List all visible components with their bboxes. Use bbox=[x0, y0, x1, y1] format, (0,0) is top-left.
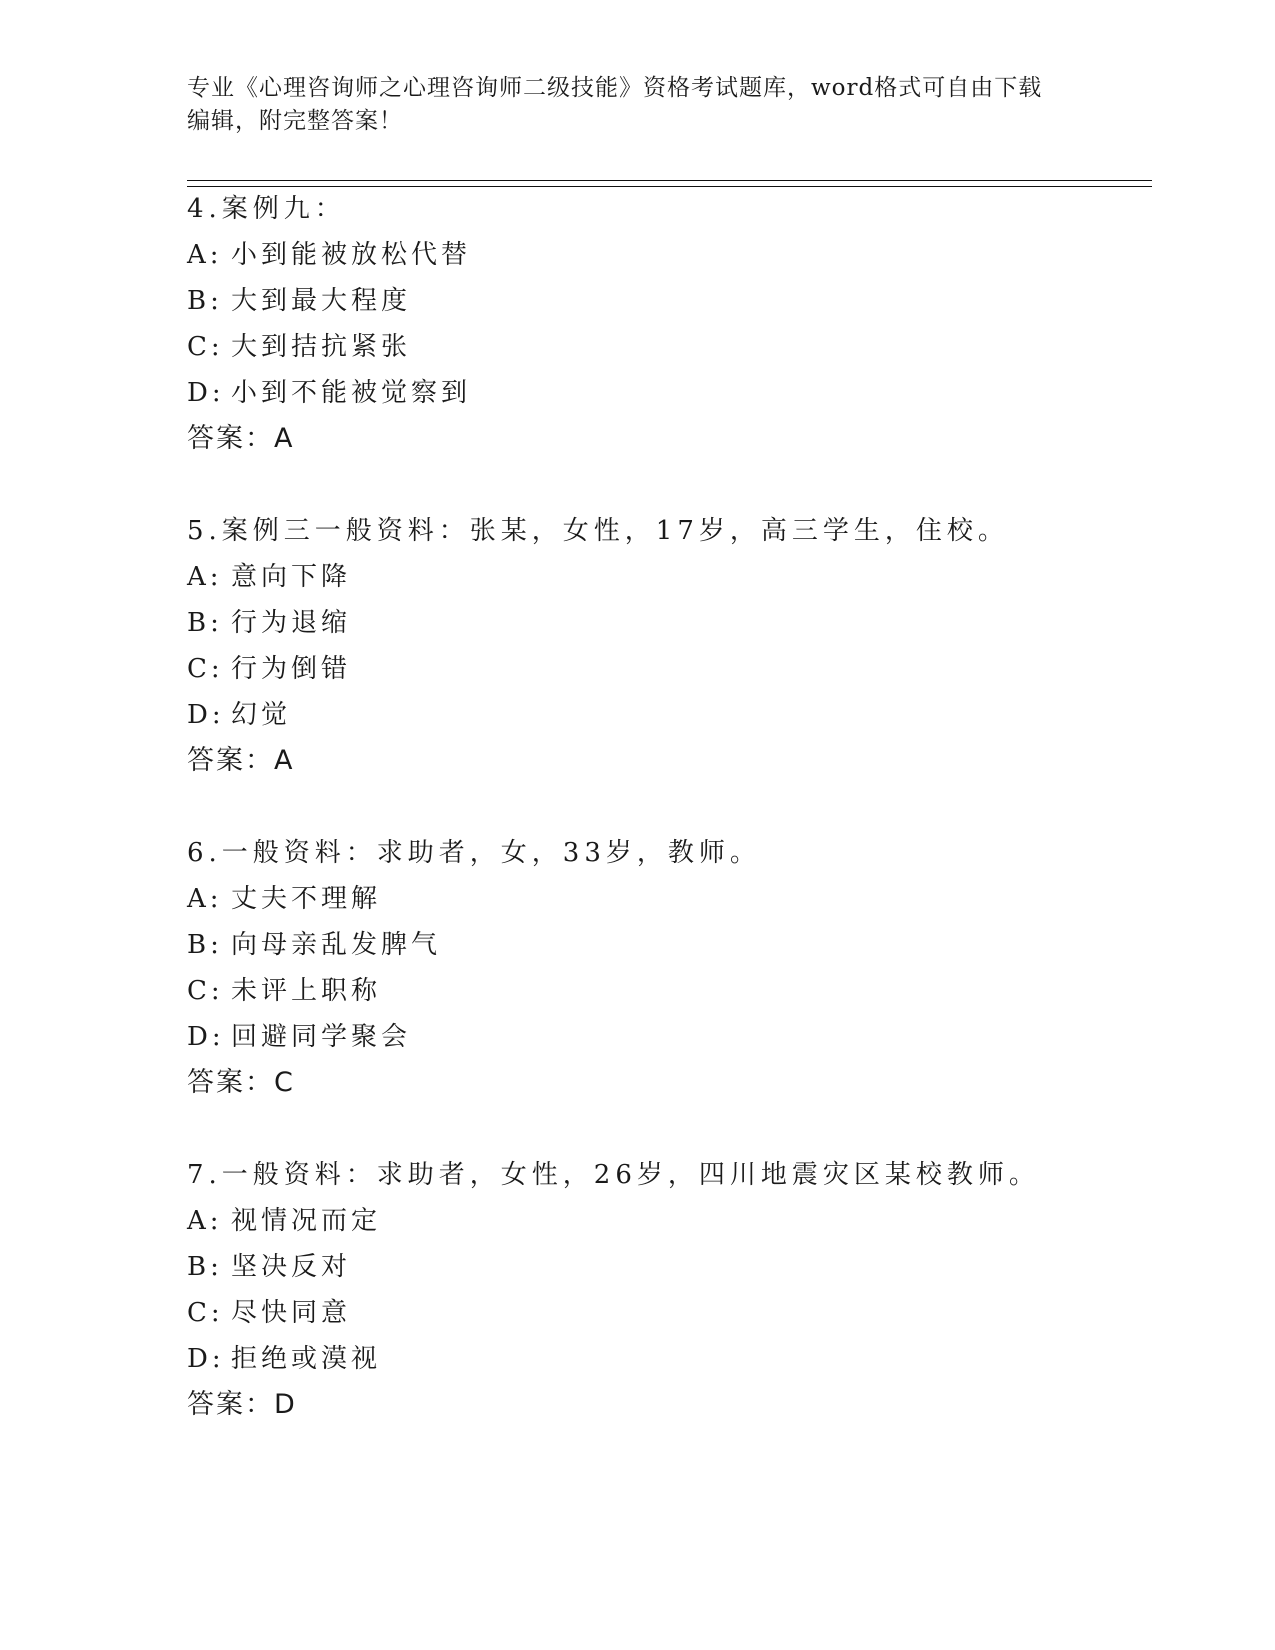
option-text: 意向下降 bbox=[231, 562, 352, 592]
option-text: 拒绝或漠视 bbox=[231, 1344, 382, 1374]
option-d bbox=[187, 1014, 1147, 1060]
option-d bbox=[187, 370, 1147, 416]
question-7 bbox=[187, 1152, 1147, 1428]
option-text: 大到拮抗紧张 bbox=[231, 332, 412, 362]
option-text: 尽快同意 bbox=[231, 1298, 352, 1328]
option-text: 大到最大程度 bbox=[231, 286, 412, 316]
option-text: 幻觉 bbox=[231, 700, 292, 730]
option-text: 回避同学聚会 bbox=[231, 1022, 412, 1052]
option-letter: D: bbox=[187, 1022, 225, 1052]
question-4 bbox=[187, 186, 1147, 462]
option-text: 行为倒错 bbox=[231, 654, 352, 684]
option-c bbox=[187, 968, 1147, 1014]
option-text: 行为退缩 bbox=[231, 608, 352, 638]
option-c bbox=[187, 1290, 1147, 1336]
option-letter: C: bbox=[187, 332, 224, 362]
option-letter: D: bbox=[187, 700, 225, 730]
option-letter: A: bbox=[187, 240, 223, 270]
option-d bbox=[187, 692, 1147, 738]
header-line-1: 专业《心理咨询师之心理咨询师二级技能》资格考试题库，word格式可自由下载 bbox=[187, 75, 1043, 101]
option-a bbox=[187, 876, 1147, 922]
option-letter: B: bbox=[187, 286, 223, 316]
answer-line: 答案：A bbox=[187, 423, 295, 454]
option-letter: D: bbox=[187, 1344, 225, 1374]
question-stem: 7.一般资料：求助者，女性，26岁，四川地震灾区某校教师。 bbox=[187, 1160, 1040, 1190]
option-a bbox=[187, 232, 1147, 278]
option-b bbox=[187, 278, 1147, 324]
question-list bbox=[187, 186, 1147, 1474]
option-b bbox=[187, 922, 1147, 968]
option-text: 小到不能被觉察到 bbox=[231, 378, 472, 408]
question-5 bbox=[187, 508, 1147, 784]
option-d bbox=[187, 1336, 1147, 1382]
option-text: 视情况而定 bbox=[231, 1206, 382, 1236]
header-rule-top bbox=[187, 180, 1152, 181]
option-text: 向母亲乱发脾气 bbox=[231, 930, 442, 960]
option-letter: B: bbox=[187, 930, 223, 960]
option-b bbox=[187, 1244, 1147, 1290]
option-letter: C: bbox=[187, 976, 224, 1006]
header-line-2: 编辑，附完整答案！ bbox=[187, 108, 403, 134]
option-c bbox=[187, 646, 1147, 692]
option-letter: C: bbox=[187, 654, 224, 684]
option-a bbox=[187, 1198, 1147, 1244]
question-stem: 5.案例三一般资料：张某，女性，17岁，高三学生，住校。 bbox=[187, 516, 1009, 546]
option-letter: A: bbox=[187, 884, 223, 914]
option-text: 小到能被放松代替 bbox=[231, 240, 472, 270]
option-text: 坚决反对 bbox=[231, 1252, 352, 1282]
option-letter: B: bbox=[187, 1252, 223, 1282]
answer-line: 答案：A bbox=[187, 745, 295, 776]
answer-line: 答案：C bbox=[187, 1067, 295, 1098]
option-letter: A: bbox=[187, 1206, 223, 1236]
question-6 bbox=[187, 830, 1147, 1106]
option-text: 丈夫不理解 bbox=[231, 884, 382, 914]
answer-line: 答案：D bbox=[187, 1389, 297, 1420]
question-stem: 6.一般资料：求助者，女，33岁，教师。 bbox=[187, 838, 761, 868]
option-letter: D: bbox=[187, 378, 225, 408]
option-b bbox=[187, 600, 1147, 646]
option-letter: A: bbox=[187, 562, 223, 592]
option-text: 未评上职称 bbox=[231, 976, 382, 1006]
question-stem: 4.案例九： bbox=[187, 194, 346, 224]
document-header bbox=[187, 72, 1087, 138]
option-letter: C: bbox=[187, 1298, 224, 1328]
option-letter: B: bbox=[187, 608, 223, 638]
option-a bbox=[187, 554, 1147, 600]
option-c bbox=[187, 324, 1147, 370]
